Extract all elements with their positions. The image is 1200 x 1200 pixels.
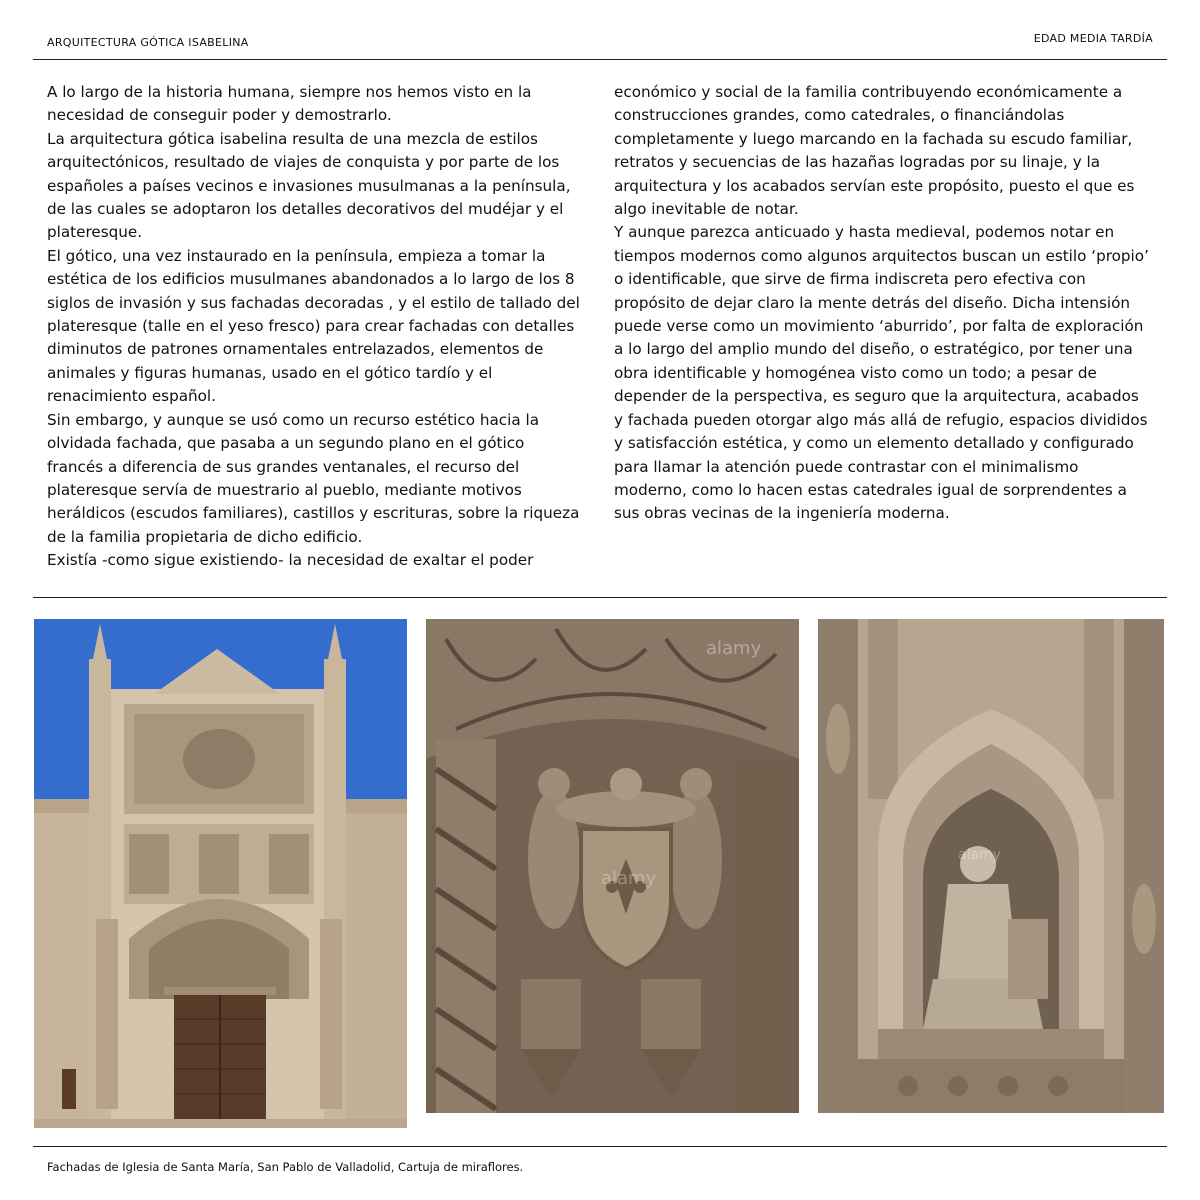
paragraph: Y aunque parezca anticuado y hasta medieval, podemos notar en tiempos modernos como algunos arquitectos buscan un estilo ‘propio’ o identificable, que sirve de firma indiscreta pero efectiva con propósito de dejar claro la mente detrás del diseño. Dicha intensión puede verse como un movimiento ‘aburrido’, por falta de exploración a lo largo del amplio mundo del diseño, o estratégico, por tener una obra identificable y homogénea visto como un todo; a pesar de depender de la perspectiva, es seguro que la arquitectura, acabados y fachada pueden otorgar algo más allá de refugio, espacios divididos y satisfacción estética, y como un elemento detallado y configurado para llamar la atención puede contrastar con el minimalismo moderno, como lo hacen estas catedrales igual de sorprendentes a sus obras vecinas de la ingeniería moderna.: [614, 223, 1149, 523]
text-divider: [33, 597, 1167, 598]
paragraph: Sin embargo, y aunque se usó como un recurso estético hacia la olvidada fachada, que pasaba a un segundo plano en el gótico francés a diferencia de sus grandes ventanales, el recurso del plateresque servía de muestrario al pueblo, mediante motivos heráldicos (escudos familiares), castillos y escrituras, sobre la riqueza de la familia propietaria de dicho edificio.: [47, 410, 580, 546]
photo-facade-santa-maria: [34, 619, 407, 1128]
text-column-right: [614, 81, 1150, 526]
caption-divider: [33, 1146, 1167, 1147]
paragraph: A lo largo de la historia humana, siempre nos hemos visto en la necesidad de conseguir poder y demostrarlo.: [47, 83, 532, 125]
paragraph: El gótico, una vez instaurado en la península, empieza a tomar la estética de los edificios musulmanes abandonados a lo largo de los 8 siglos de invasión y sus fachadas decoradas , y el estilo de tallado del plateresque (talle en el yeso fresco) para crear fachadas con detalles diminutos de patrones ornamentales entrelazados, elementos de animales y figuras humanas, usado en el gótico tardío y el renacimiento español.: [47, 246, 580, 406]
photo-tomb-miraflores: [818, 619, 1164, 1113]
text-column-left: [47, 81, 583, 573]
paragraph: económico y social de la familia contribuyendo económicamente a construcciones grandes, como catedrales, o financiándolas completamente y luego marcando en la fachada su escudo familiar, retratos y secuencias de las hazañas logradas por su linaje, y la arquitectura y los acabados servían este propósito, puesto el que es algo inevitable de notar.: [614, 83, 1135, 219]
figure-caption: Fachadas de Iglesia de Santa María, San Pablo de Valladolid, Cartuja de miraflores.: [47, 1160, 524, 1174]
period-label: EDAD MEDIA TARDÍA: [1033, 32, 1153, 45]
facade-illustration: [34, 619, 407, 1128]
tomb-illustration: [818, 619, 1164, 1113]
section-title: ARQUITECTURA GÓTICA ISABELINA: [47, 36, 249, 49]
watermark-text: alamy: [958, 847, 1001, 863]
watermark-text: alamy: [706, 638, 762, 659]
paragraph: La arquitectura gótica isabelina resulta de una mezcla de estilos arquitectónicos, resultado de viajes de conquista y por parte de los españoles a países vecinos e invasiones musulmanas a la península, de las cuales se adoptaron los detalles decorativos del mudéjar y el plateresque.: [47, 129, 571, 242]
page-header: [47, 30, 1153, 52]
carving-illustration: [426, 619, 799, 1113]
header-divider: [33, 59, 1167, 60]
paragraph: Existía -como sigue existiendo- la necesidad de exaltar el poder: [47, 551, 534, 570]
photo-detail-san-pablo: [426, 619, 799, 1113]
watermark-text: alamy: [601, 868, 657, 889]
article-body: [47, 81, 1149, 581]
